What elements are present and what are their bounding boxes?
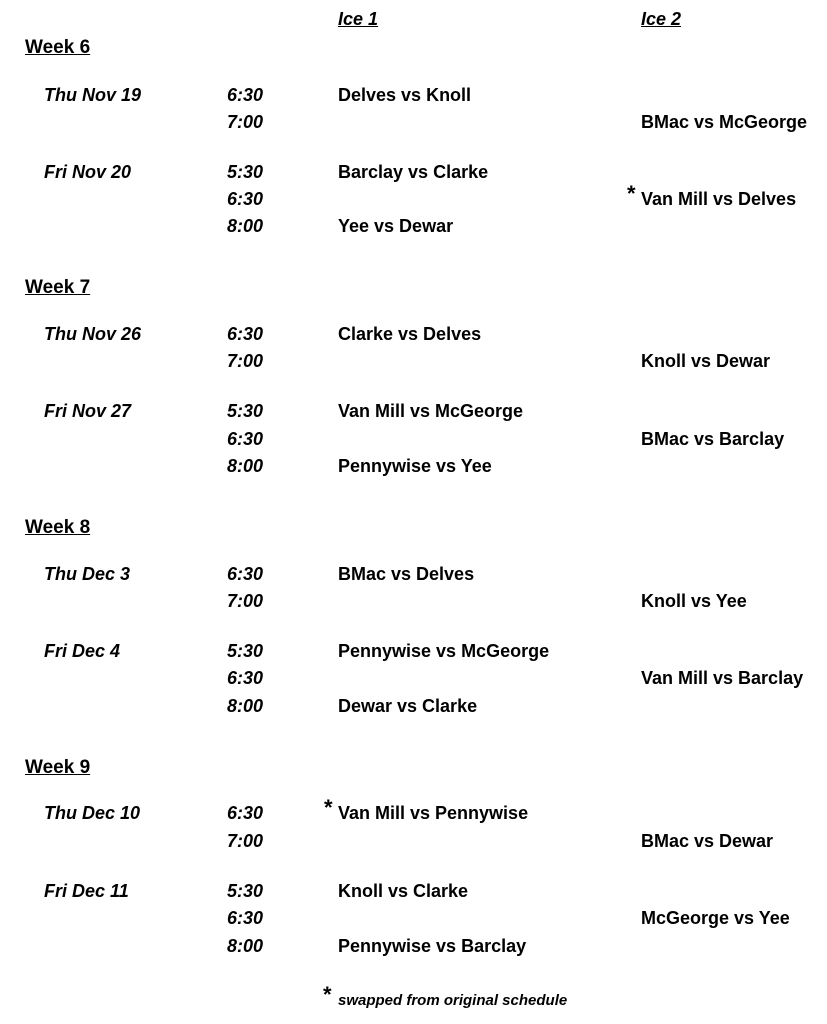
day-label: Thu Dec 3 [44, 564, 131, 584]
day-label: Fri Dec 4 [44, 641, 121, 661]
ice1-game: Pennywise vs Barclay [338, 936, 527, 956]
week-title: Week 6 [25, 37, 91, 58]
ice1-game: Yee vs Dewar [338, 216, 454, 236]
week-title: Week 8 [25, 517, 91, 538]
ice1-game: Van Mill vs Pennywise [338, 803, 529, 823]
footnote-text: swapped from original schedule [338, 992, 568, 1009]
time-slot: 5:30 [227, 162, 264, 182]
time-slot: 6:30 [227, 324, 264, 344]
ice1-game: BMac vs Delves [338, 564, 475, 584]
ice1-game: Barclay vs Clarke [338, 162, 489, 182]
ice1-game: Dewar vs Clarke [338, 696, 478, 716]
week-title: Week 9 [25, 757, 91, 778]
time-slot: 6:30 [227, 189, 264, 209]
ice2-game: BMac vs Barclay [641, 429, 785, 449]
time-slot: 8:00 [227, 456, 264, 476]
time-slot: 6:30 [227, 908, 264, 928]
ice2-game: McGeorge vs Yee [641, 908, 790, 928]
ice2-game: BMac vs Dewar [641, 831, 774, 851]
time-slot: 6:30 [227, 668, 264, 688]
time-slot: 8:00 [227, 696, 264, 716]
ice1-game: Pennywise vs McGeorge [338, 641, 550, 661]
ice1-game: Pennywise vs Yee [338, 456, 492, 476]
time-slot: 6:30 [227, 85, 264, 105]
ice1-game: Van Mill vs McGeorge [338, 401, 524, 421]
time-slot: 5:30 [227, 881, 264, 901]
time-slot: 5:30 [227, 401, 264, 421]
ice1-header: Ice 1 [338, 9, 379, 29]
time-slot: 8:00 [227, 216, 264, 236]
time-slot: 6:30 [227, 429, 264, 449]
ice2-game: Knoll vs Yee [641, 591, 747, 611]
time-slot: 7:00 [227, 591, 264, 611]
ice1-game: Knoll vs Clarke [338, 881, 469, 901]
ice2-header: Ice 2 [641, 9, 682, 29]
week-title: Week 7 [25, 277, 91, 298]
ice2-game: Van Mill vs Barclay [641, 668, 804, 688]
day-label: Fri Dec 11 [44, 881, 129, 901]
time-slot: 8:00 [227, 936, 264, 956]
ice2-game: Knoll vs Dewar [641, 351, 771, 371]
time-slot: 7:00 [227, 831, 264, 851]
time-slot: 5:30 [227, 641, 264, 661]
footnote-marker: * [323, 982, 332, 1007]
day-label: Fri Nov 20 [44, 162, 132, 182]
time-slot: 7:00 [227, 351, 264, 371]
ice1-game: Clarke vs Delves [338, 324, 482, 344]
day-label: Fri Nov 27 [44, 401, 132, 421]
day-label: Thu Dec 10 [44, 803, 141, 823]
ice2-game: Van Mill vs Delves [641, 189, 797, 209]
time-slot: 6:30 [227, 564, 264, 584]
time-slot: 6:30 [227, 803, 264, 823]
swap-marker: * [627, 181, 636, 206]
time-slot: 7:00 [227, 112, 264, 132]
ice1-game: Delves vs Knoll [338, 85, 472, 105]
day-label: Thu Nov 26 [44, 324, 142, 344]
swap-marker: * [324, 795, 333, 820]
ice2-game: BMac vs McGeorge [641, 112, 808, 132]
day-label: Thu Nov 19 [44, 85, 142, 105]
